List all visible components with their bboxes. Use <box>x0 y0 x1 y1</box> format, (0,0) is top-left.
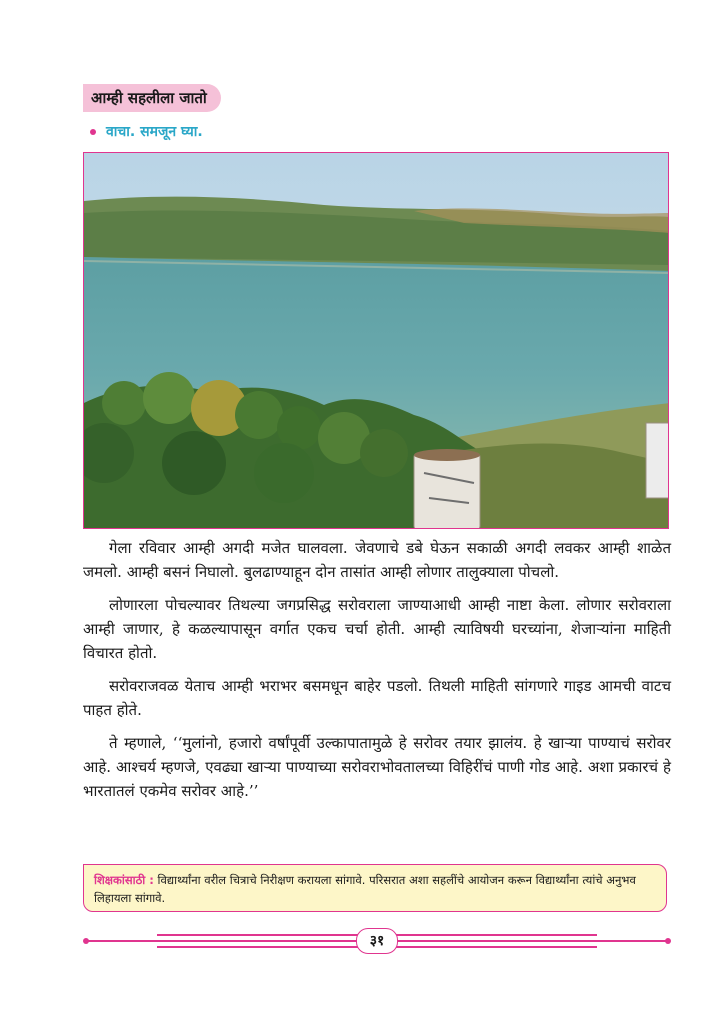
paragraph: सरोवराजवळ येताच आम्ही भराभर बसमधून बाहेर पडलो. तिथली माहिती सांगणारे गाइड आमची वाटच पाहत होते. <box>83 677 671 719</box>
lake-illustration <box>84 153 669 529</box>
lesson-title: आम्ही सहलीला जातो <box>83 84 221 112</box>
instruction-line <box>90 122 203 141</box>
paragraph: ते म्हणाले, ‘‘मुलांनो, हजारो वर्षांपूर्वी उल्कापातामुळे हे सरोवर तयार झालंय. हे खाऱ्या पाण्याचं सरोवर आहे. आश्चर्य म्हणजे, एवढ्या खाऱ्या पाण्याच्या सरोवराभोवतालच्या विहिरींचं पाणी गोड आहे. अशा प्रकारचं हे भारतातलं एकमेव सरोवर आहे.’’ <box>83 734 671 800</box>
teacher-note-label: शिक्षकांसाठी : <box>94 873 154 887</box>
footer-dot-icon <box>665 938 671 944</box>
page-number: ३१ <box>356 928 398 954</box>
page-footer <box>83 926 671 956</box>
paragraph: गेला रविवार आम्ही अगदी मजेत घालवला. जेवणाचे डबे घेऊन सकाळी अगदी लवकर आम्ही शाळेत जमलो. आम्ही बसनं निघालो. बुलढाण्याहून दोन तासांत आम्ही लोणार तालुक्याला पोचलो. <box>83 539 671 581</box>
lake-photo <box>83 152 669 529</box>
bullet-icon <box>90 129 96 135</box>
teacher-note-text: विद्यार्थ्यांना वरील चित्राचे निरीक्षण करायला सांगावे. परिसरात अशा सहलींचे आयोजन करून विद्यार्थ्यांना त्यांचे अनुभव लिहायला सांगावे. <box>94 873 636 905</box>
instruction-text: वाचा. समजून घ्या. <box>106 124 203 140</box>
story-text <box>83 536 671 812</box>
paragraph: लोणारला पोचल्यावर तिथल्या जगप्रसिद्ध सरोवराला जाण्याआधी आम्ही नाष्टा केला. लोणार सरोवराला आम्ही जाणार, हे कळल्यापासून वर्गात एकच चर्चा होती. आम्ही त्याविषयी घरच्यांना, शेजाऱ्यांना माहिती विचारत होतो. <box>83 596 671 662</box>
teacher-note-box <box>83 864 667 912</box>
